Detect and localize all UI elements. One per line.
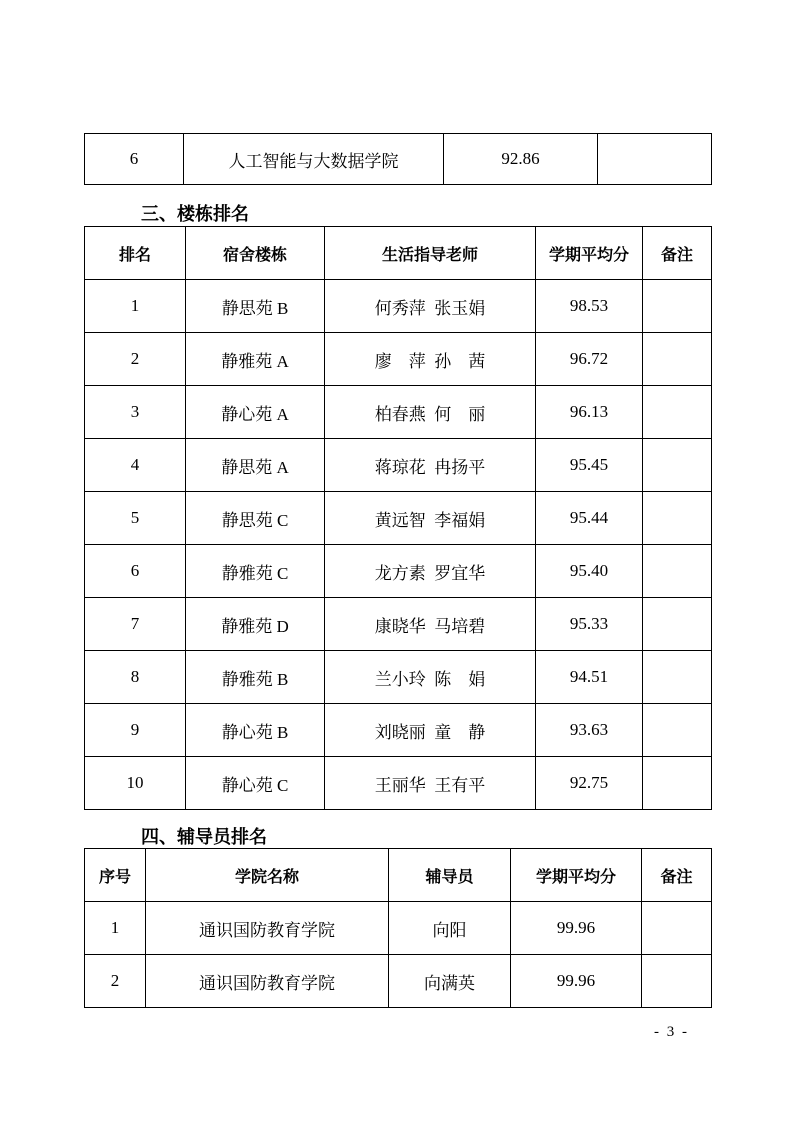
note-cell (643, 545, 712, 598)
counselor-ranking-table (84, 848, 712, 1008)
score-cell: 99.96 (511, 955, 642, 1008)
teacher-cell: 何秀萍 张玉娟 (325, 280, 536, 333)
number-cell: 2 (85, 955, 146, 1008)
table-row (85, 704, 712, 757)
college-ranking-table-continued (84, 133, 712, 185)
table-row (85, 280, 712, 333)
rank-cell: 8 (85, 651, 186, 704)
note-cell (643, 439, 712, 492)
column-header-score: 学期平均分 (511, 849, 642, 902)
teacher-cell: 康晓华 马培碧 (325, 598, 536, 651)
table-row (85, 598, 712, 651)
score-cell: 95.45 (536, 439, 643, 492)
score-cell: 95.40 (536, 545, 643, 598)
table-row (85, 545, 712, 598)
counselor-cell: 向满英 (389, 955, 511, 1008)
score-cell: 95.44 (536, 492, 643, 545)
note-cell (643, 598, 712, 651)
column-header-note: 备注 (643, 227, 712, 280)
table-header-row (85, 227, 712, 280)
teacher-cell: 柏春燕 何 丽 (325, 386, 536, 439)
building-cell: 静雅苑 C (186, 545, 325, 598)
table-row (85, 492, 712, 545)
score-cell: 98.53 (536, 280, 643, 333)
score-cell: 92.75 (536, 757, 643, 810)
score-cell: 96.72 (536, 333, 643, 386)
building-cell: 静思苑 B (186, 280, 325, 333)
score-cell: 94.51 (536, 651, 643, 704)
teacher-cell: 刘晓丽 童 静 (325, 704, 536, 757)
teacher-cell: 黄远智 李福娟 (325, 492, 536, 545)
table-row (85, 902, 712, 955)
score-cell: 96.13 (536, 386, 643, 439)
note-cell (643, 651, 712, 704)
college-cell: 通识国防教育学院 (146, 955, 389, 1008)
table-row (85, 955, 712, 1008)
building-cell: 静心苑 B (186, 704, 325, 757)
note-cell (643, 704, 712, 757)
number-cell: 1 (85, 902, 146, 955)
teacher-cell: 龙方素 罗宜华 (325, 545, 536, 598)
note-cell (598, 134, 712, 185)
building-cell: 静心苑 A (186, 386, 325, 439)
teacher-cell: 王丽华 王有平 (325, 757, 536, 810)
score-cell: 93.63 (536, 704, 643, 757)
column-header-college: 学院名称 (146, 849, 389, 902)
table-row (85, 757, 712, 810)
building-cell: 静雅苑 B (186, 651, 325, 704)
college-cell: 人工智能与大数据学院 (184, 134, 444, 185)
building-cell: 静心苑 C (186, 757, 325, 810)
column-header-score: 学期平均分 (536, 227, 643, 280)
table-row (85, 134, 712, 185)
column-header-note: 备注 (642, 849, 712, 902)
note-cell (642, 902, 712, 955)
note-cell (643, 386, 712, 439)
column-header-teacher: 生活指导老师 (325, 227, 536, 280)
table-row (85, 386, 712, 439)
score-cell: 92.86 (444, 134, 598, 185)
column-header-rank: 排名 (85, 227, 186, 280)
note-cell (643, 757, 712, 810)
section-heading-counselor-ranking: 四、辅导员排名 (141, 827, 267, 848)
rank-cell: 10 (85, 757, 186, 810)
building-cell: 静雅苑 D (186, 598, 325, 651)
score-cell: 95.33 (536, 598, 643, 651)
rank-cell: 7 (85, 598, 186, 651)
teacher-cell: 兰小玲 陈 娟 (325, 651, 536, 704)
note-cell (643, 333, 712, 386)
building-ranking-table (84, 226, 712, 810)
rank-cell: 3 (85, 386, 186, 439)
rank-cell: 4 (85, 439, 186, 492)
column-header-counselor: 辅导员 (389, 849, 511, 902)
note-cell (642, 955, 712, 1008)
table-row (85, 651, 712, 704)
teacher-cell: 廖 萍 孙 茜 (325, 333, 536, 386)
rank-cell: 9 (85, 704, 186, 757)
table-row (85, 333, 712, 386)
rank-cell: 1 (85, 280, 186, 333)
rank-cell: 2 (85, 333, 186, 386)
column-header-building: 宿舍楼栋 (186, 227, 325, 280)
score-cell: 99.96 (511, 902, 642, 955)
college-cell: 通识国防教育学院 (146, 902, 389, 955)
note-cell (643, 492, 712, 545)
rank-cell: 6 (85, 545, 186, 598)
counselor-cell: 向阳 (389, 902, 511, 955)
section-heading-building-ranking: 三、楼栋排名 (141, 204, 249, 225)
page-number: - 3 - (654, 1024, 689, 1040)
table-row (85, 439, 712, 492)
rank-cell: 5 (85, 492, 186, 545)
table-header-row (85, 849, 712, 902)
building-cell: 静雅苑 A (186, 333, 325, 386)
note-cell (643, 280, 712, 333)
teacher-cell: 蒋琼花 冉扬平 (325, 439, 536, 492)
building-cell: 静思苑 C (186, 492, 325, 545)
rank-cell: 6 (85, 134, 184, 185)
building-cell: 静思苑 A (186, 439, 325, 492)
column-header-number: 序号 (85, 849, 146, 902)
